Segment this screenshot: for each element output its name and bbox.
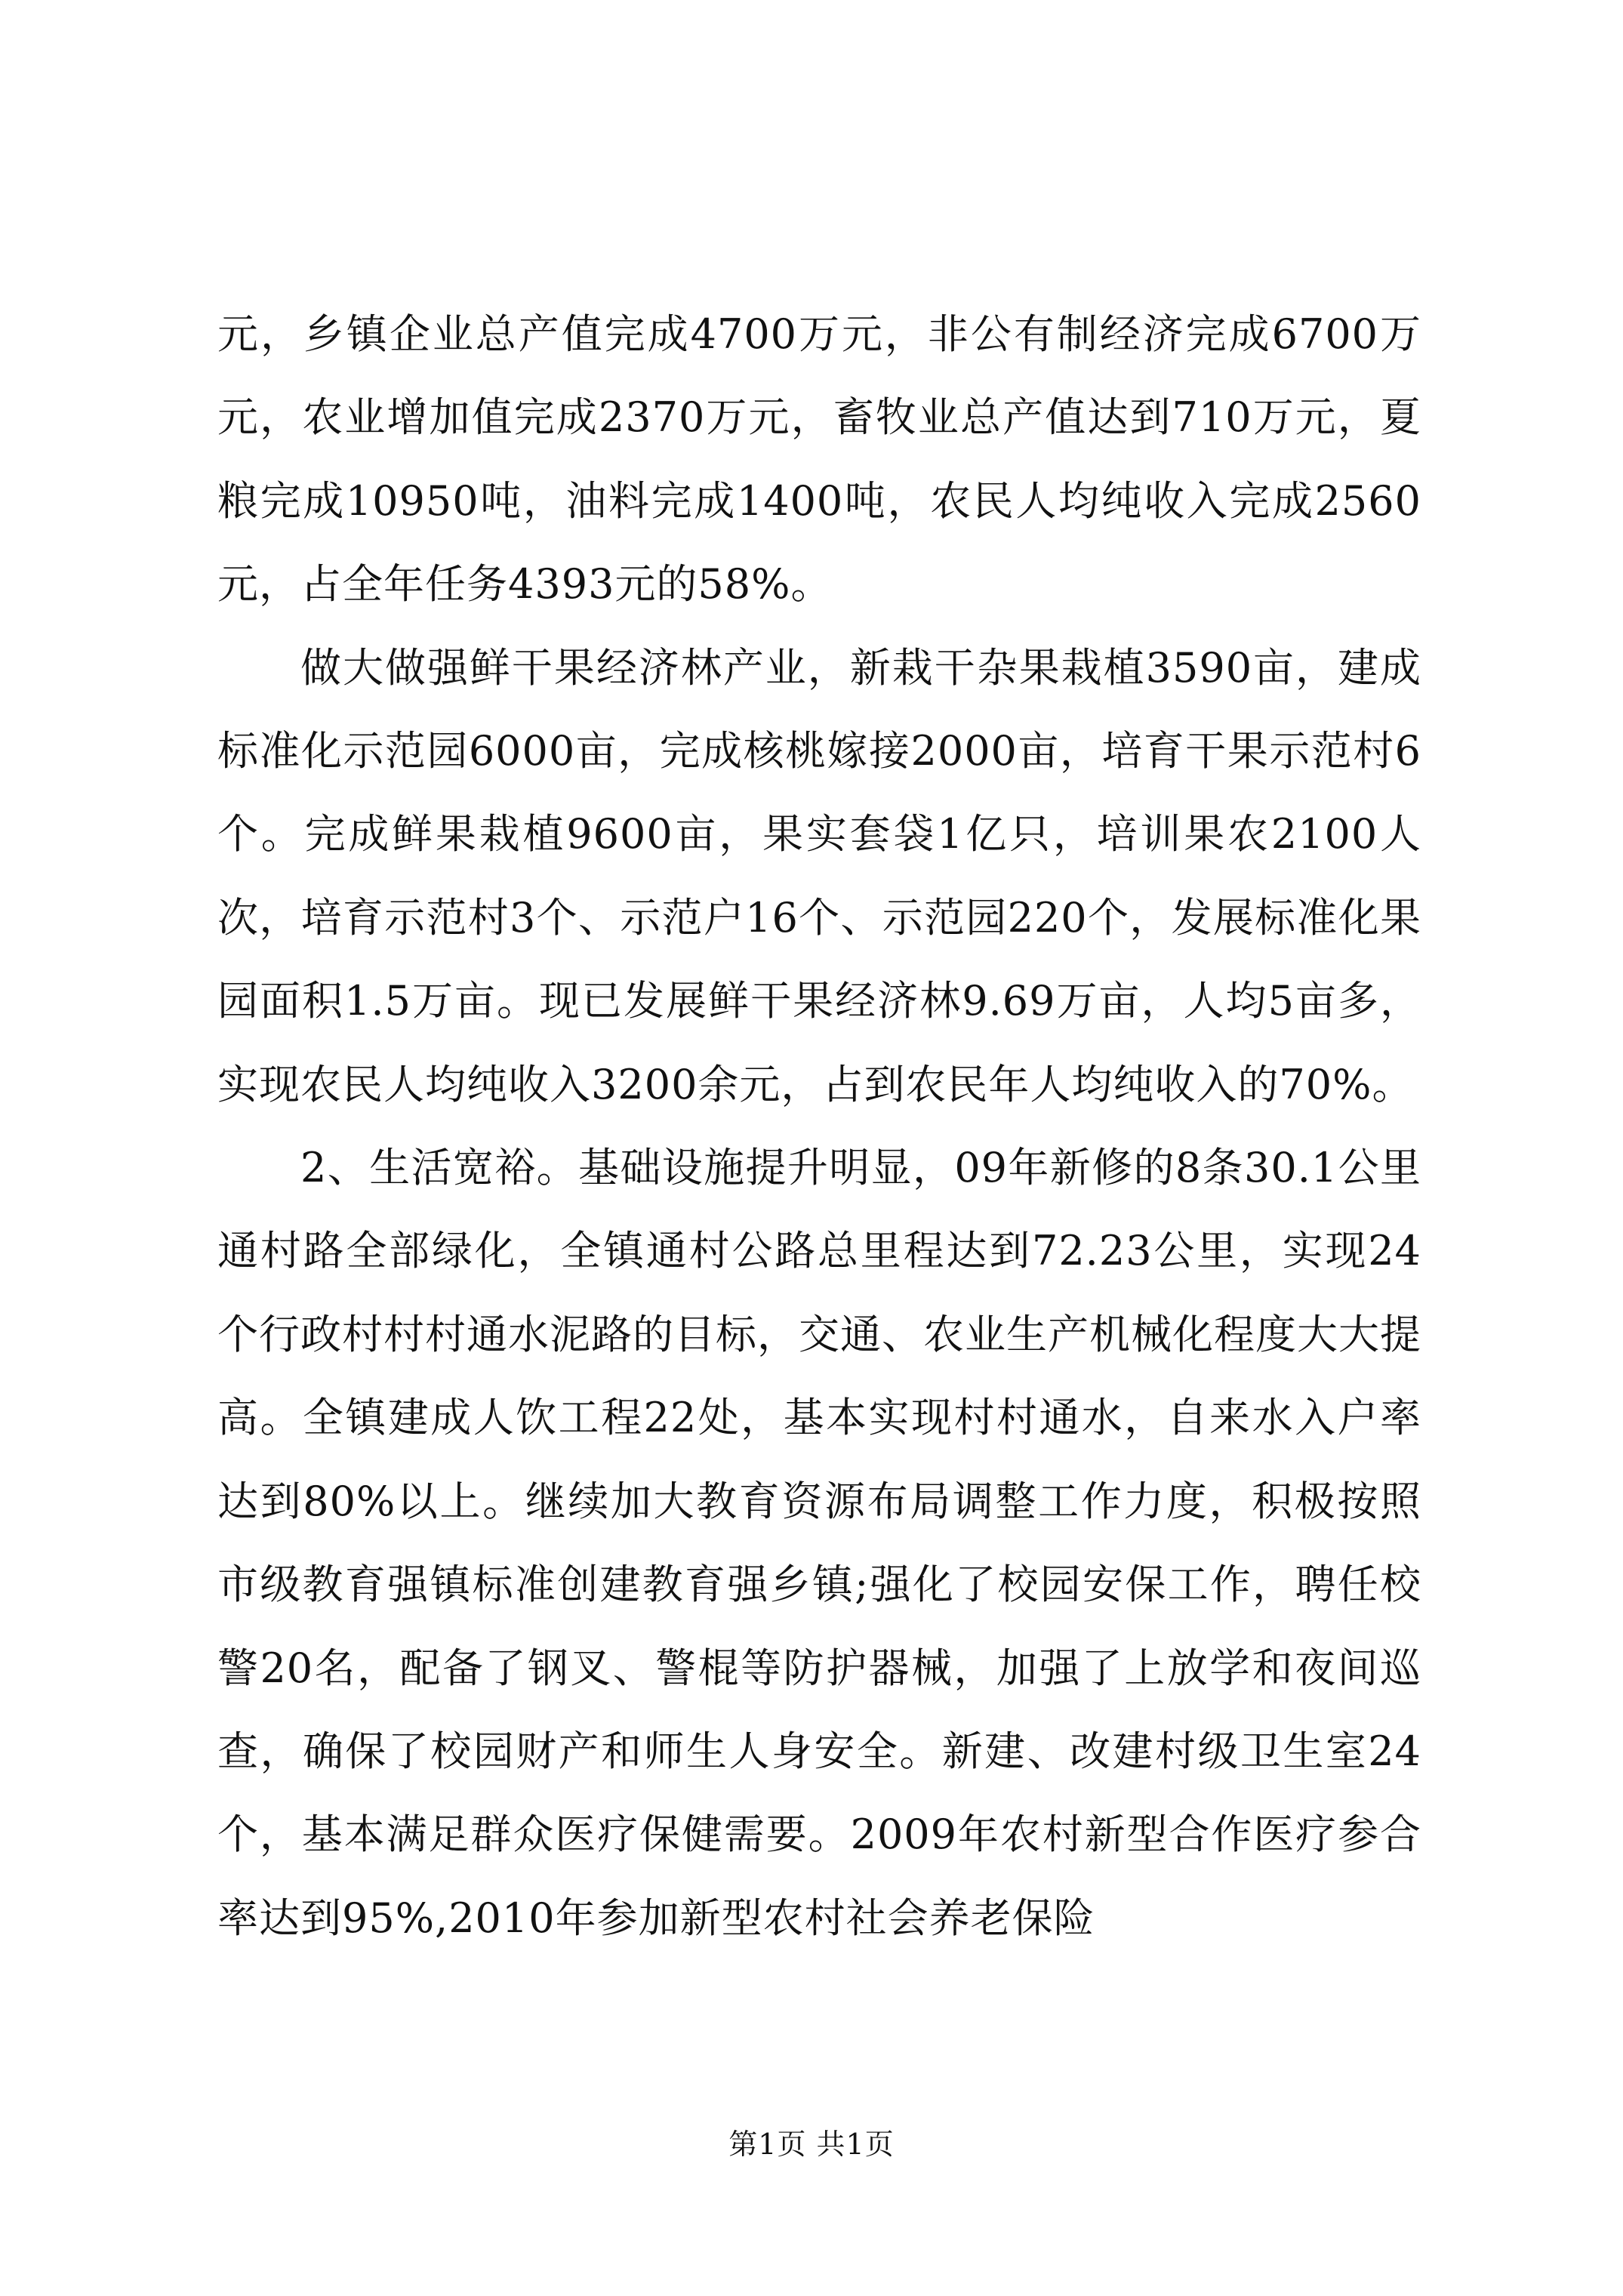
paragraph-1: 元，乡镇企业总产值完成4700万元，非公有制经济完成6700万元，农业增加值完成2370万元，畜牧业总产值达到710万元，夏粮完成10950吨，油料完成1400吨，农民人均纯收入完成2560元，占全年任务4393元的58%。 — [217, 310, 1421, 609]
paragraph-2: 做大做强鲜干果经济林产业，新栽干杂果栽植3590亩，建成标准化示范园6000亩，完成核桃嫁接2000亩，培育干果示范村6个。完成鲜果栽植9600亩，果实套袋1亿只，培训果农2100人次，培育示范村3个、示范户16个、示范园220个，发展标准化果园面积1.5万亩。现已发展鲜干果经济林9.69万亩，人均5亩多，实现农民人均纯收入3200余元，占到农民年人均纯收入的70%。 — [217, 643, 1421, 1108]
document-body — [217, 293, 1421, 1960]
paragraph-3: 2、生活宽裕。基础设施提升明显，09年新修的8条30.1公里通村路全部绿化，全镇通村公路总里程达到72.23公里，实现24个行政村村村通水泥路的目标，交通、农业生产机械化程度大大提高。全镇建成人饮工程22处，基本实现村村通水，自来水入户率达到80%以上。继续加大教育资源布局调整工作力度，积极按照市级教育强镇标准创建教育强乡镇;强化了校园安保工作，聘任校警20名，配备了钢叉、警棍等防护器械，加强了上放学和夜间巡查，确保了校园财产和师生人身安全。新建、改建村级卫生室24个，基本满足群众医疗保健需要。2009年农村新型合作医疗参合率达到95%,2010年参加新型农村社会养老保险 — [217, 1144, 1421, 1942]
page-footer: 第1页 共1页 — [728, 2128, 895, 2161]
